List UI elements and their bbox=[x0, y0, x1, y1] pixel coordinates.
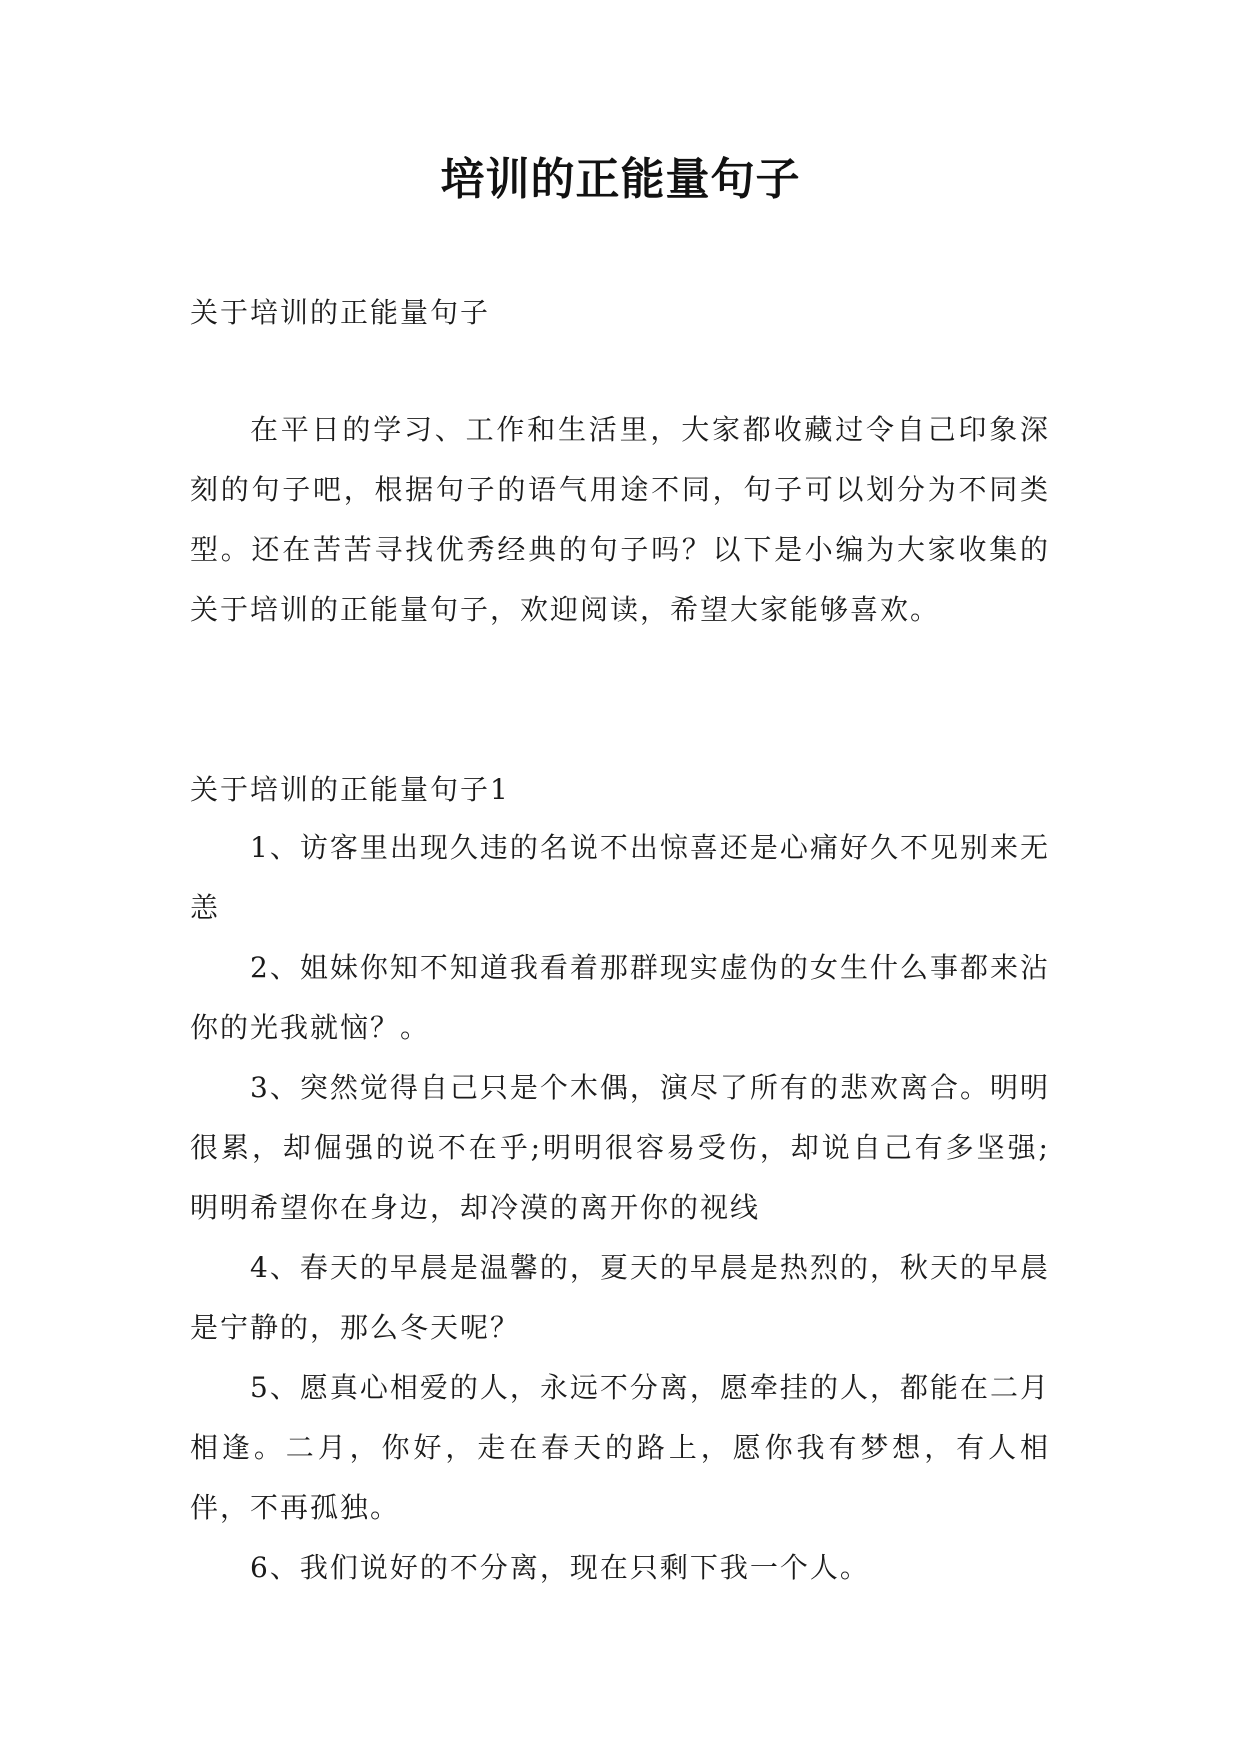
document-subtitle: 关于培训的正能量句子 bbox=[190, 296, 491, 329]
sentence-item: 1、访客里出现久违的名说不出惊喜还是心痛好久不见别来无恙 bbox=[190, 831, 1050, 924]
sentence-item: 5、愿真心相爱的人，永远不分离，愿牵挂的人，都能在二月相逢。二月，你好，走在春天的路上，愿你我有梦想，有人相伴，不再孤独。 bbox=[190, 1371, 1050, 1524]
sentence-item: 3、突然觉得自己只是个木偶，演尽了所有的悲欢离合。明明很累，却倔强的说不在乎;明明很容易受伤，却说自己有多坚强;明明希望你在身边，却冷漠的离开你的视线 bbox=[190, 1071, 1050, 1224]
sentence-item: 4、春天的早晨是温馨的，夏天的早晨是热烈的，秋天的早晨是宁静的，那么冬天呢？ bbox=[190, 1251, 1050, 1344]
intro-paragraph: 在平日的学习、工作和生活里，大家都收藏过令自己印象深刻的句子吧，根据句子的语气用途不同，句子可以划分为不同类型。还在苦苦寻找优秀经典的句子吗？以下是小编为大家收集的关于培训的正能量句子，欢迎阅读，希望大家能够喜欢。 bbox=[190, 413, 1050, 626]
sentence-item: 2、姐妹你知不知道我看着那群现实虚伪的女生什么事都来沾你的光我就恼？。 bbox=[190, 951, 1050, 1044]
section-heading: 关于培训的正能量句子1 bbox=[190, 773, 510, 806]
sentence-list bbox=[190, 818, 1050, 1598]
sentence-item: 6、我们说好的不分离，现在只剩下我一个人。 bbox=[250, 1551, 870, 1584]
document-title: 培训的正能量句子 bbox=[440, 154, 801, 205]
